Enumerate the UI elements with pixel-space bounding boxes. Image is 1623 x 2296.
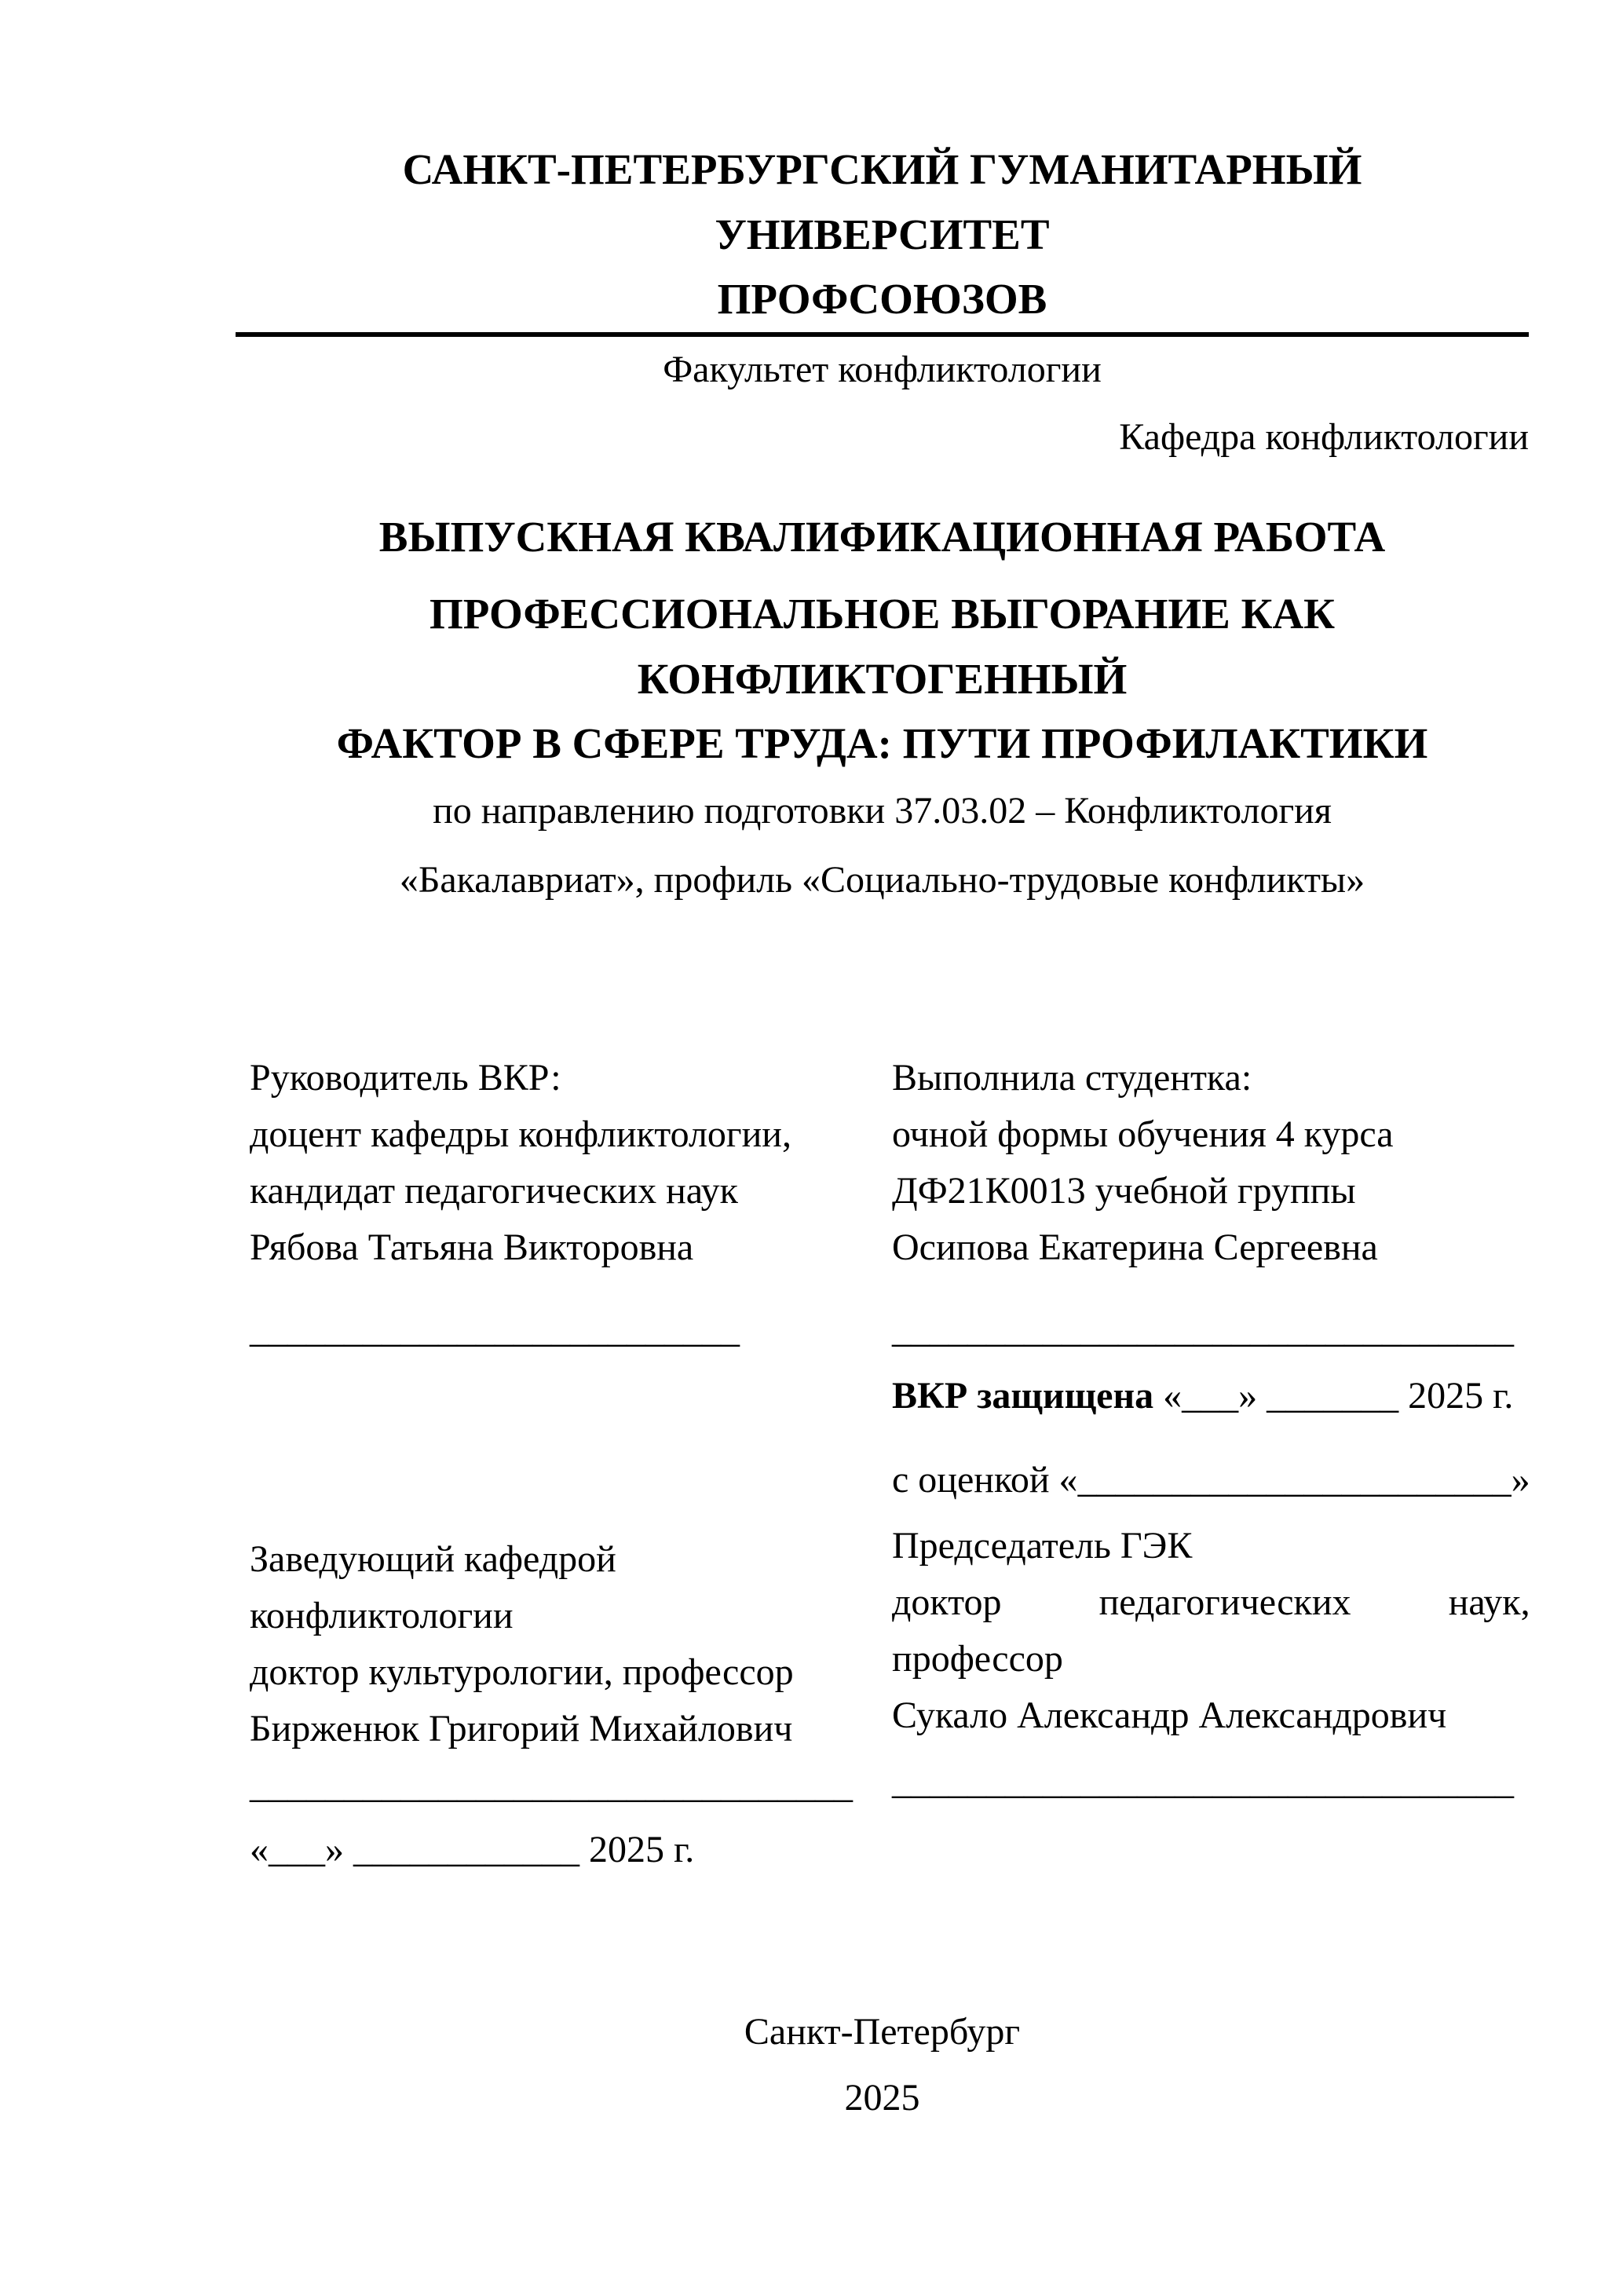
grade-suffix: »	[1511, 1458, 1530, 1501]
committee-chair-block	[892, 1518, 1530, 1744]
student-group: ДФ21К0013 учебной группы	[892, 1169, 1356, 1212]
committee-chair-role: Председатель ГЭК	[892, 1524, 1193, 1567]
supervisor-name: Рябова Татьяна Викторовна	[250, 1226, 694, 1268]
grade-line	[892, 1452, 1530, 1508]
thesis-title-line1: ПРОФЕССИОНАЛЬНОЕ ВЫГОРАНИЕ КАК КОНФЛИКТОГЕННЫЙ	[429, 590, 1336, 703]
department-head-block	[250, 1531, 864, 1757]
defense-date-blank: «___» _______ 2025 г.	[1163, 1374, 1514, 1417]
supervisor-degree: кандидат педагогических наук	[250, 1169, 738, 1212]
department-head-name: Бирженюк Григорий Михайлович	[250, 1707, 793, 1749]
grade-blank: _______________________	[1077, 1458, 1512, 1501]
department-line: Кафедра конфликтологии	[1119, 415, 1529, 458]
program-line: по направлению подготовки 37.03.02 – Конфликтология	[433, 789, 1332, 832]
footer-year: 2025	[844, 2076, 920, 2119]
supervisor-block	[250, 1050, 864, 1276]
profile-line: «Бакалавриат», профиль «Социально-трудовые конфликты»	[399, 858, 1365, 901]
university-name-line2: ПРОФСОЮЗОВ	[717, 275, 1047, 323]
supervisor-signature-line: __________________________	[250, 1308, 740, 1351]
student-role: Выполнила студентка:	[892, 1056, 1252, 1099]
department-head-role-line2: конфликтологии	[250, 1594, 514, 1636]
work-type-heading: ВЫПУСКНАЯ КВАЛИФИКАЦИОННАЯ РАБОТА	[378, 512, 1386, 561]
committee-chair-degree-line1: доктор педагогических наук,	[892, 1581, 1530, 1623]
student-name: Осипова Екатерина Сергеевна	[892, 1226, 1378, 1268]
department-head-degree: доктор культурологии, профессор	[250, 1651, 794, 1693]
university-name	[236, 137, 1529, 332]
thesis-title	[236, 582, 1529, 777]
defense-date-label: ВКР защищена	[892, 1374, 1154, 1417]
department-head-signature-line: ________________________________	[250, 1764, 853, 1806]
supervisor-role: Руководитель ВКР:	[250, 1056, 561, 1099]
department-head-role-line1: Заведующий кафедрой	[250, 1537, 616, 1580]
signature-columns	[236, 1050, 1529, 1878]
right-column	[892, 1050, 1530, 1878]
student-block	[892, 1050, 1530, 1276]
faculty-line: Факультет конфликтологии	[663, 348, 1102, 390]
grade-prefix: с оценкой «	[892, 1458, 1078, 1501]
left-column	[236, 1050, 864, 1878]
department-head-date-line: «___» ____________ 2025 г.	[250, 1828, 695, 1870]
student-study-form: очной формы обучения 4 курса	[892, 1113, 1394, 1155]
committee-chair-degree-line2: профессор	[892, 1637, 1063, 1680]
committee-chair-signature-line: _________________________________	[892, 1760, 1514, 1802]
university-name-line1: САНКТ-ПЕТЕРБУРГСКИЙ ГУМАНИТАРНЫЙ УНИВЕРСИТЕТ	[402, 145, 1362, 258]
defense-date-line	[892, 1368, 1530, 1424]
header-divider-line	[236, 332, 1529, 337]
supervisor-position: доцент кафедры конфликтологии,	[250, 1113, 791, 1155]
footer-city: Санкт-Петербург	[744, 2010, 1021, 2053]
committee-chair-name: Сукало Александр Александрович	[892, 1694, 1447, 1736]
student-signature-line: _________________________________	[892, 1308, 1514, 1351]
thesis-title-line2: ФАКТОР В СФЕРЕ ТРУДА: ПУТИ ПРОФИЛАКТИКИ	[336, 719, 1428, 767]
